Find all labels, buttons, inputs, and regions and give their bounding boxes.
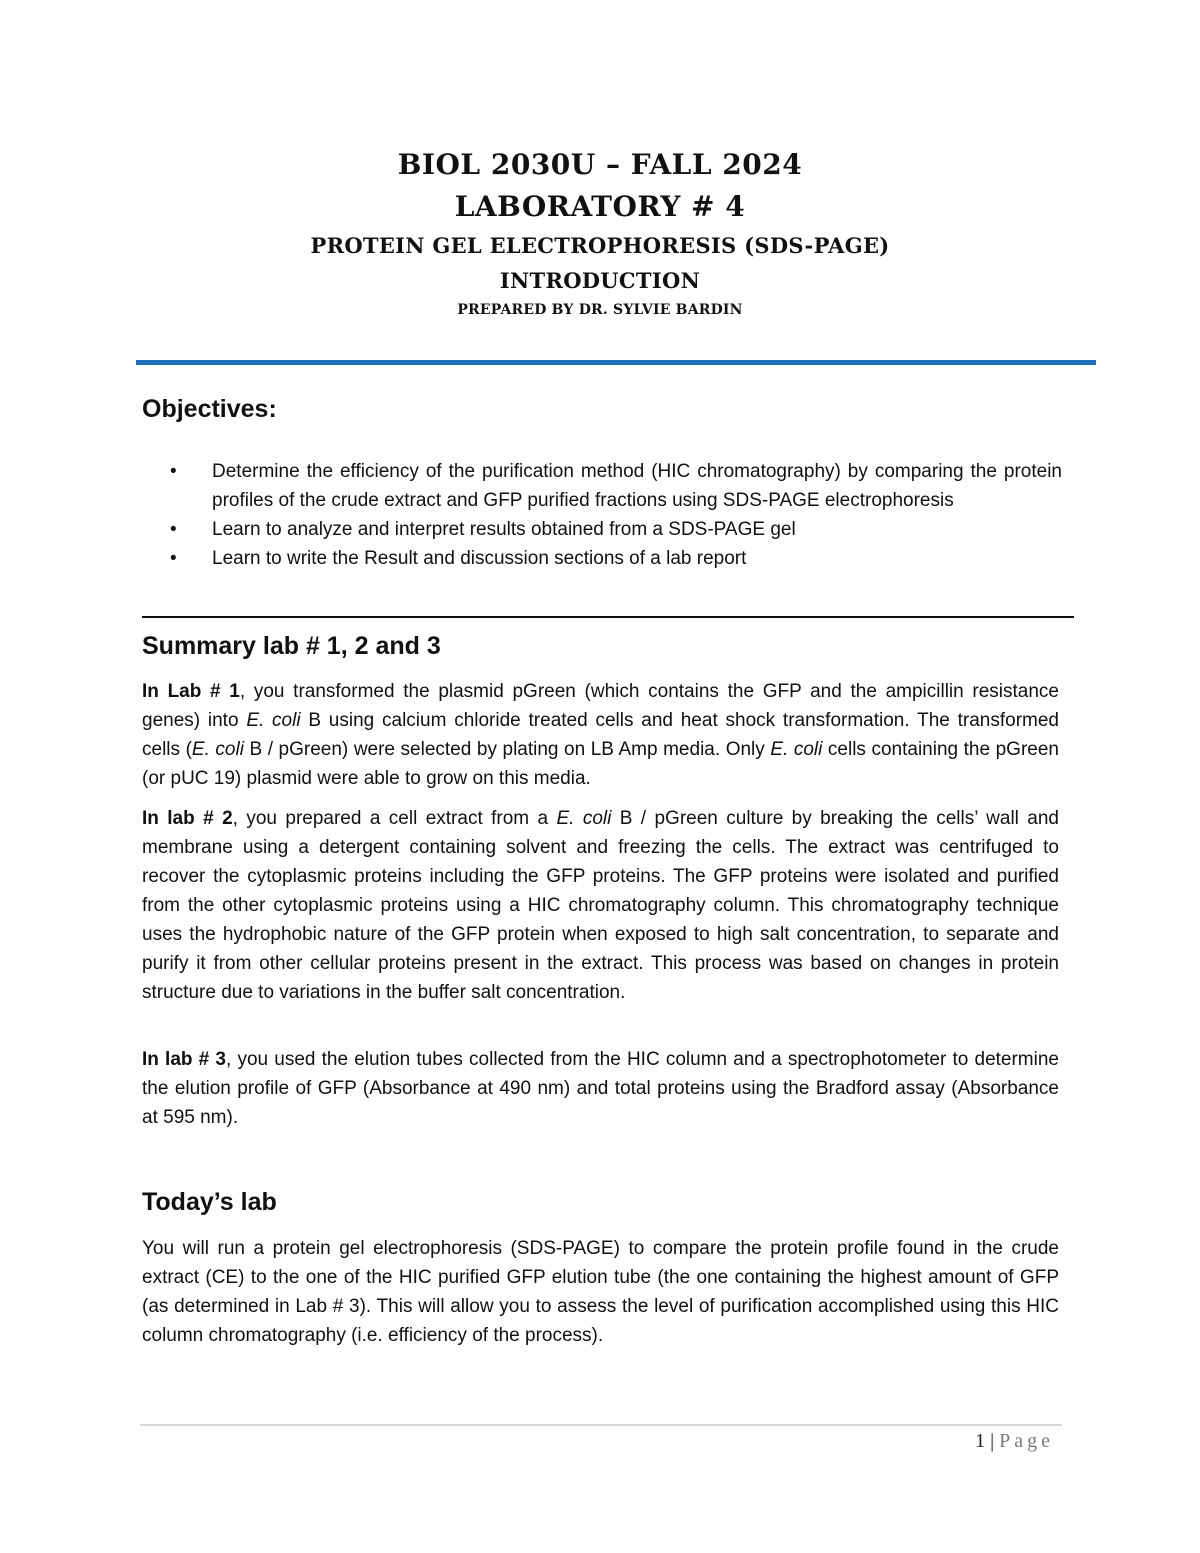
todays-lab-heading: Today’s lab — [142, 1188, 277, 1216]
bullet-icon: • — [170, 548, 177, 569]
bullet-icon: • — [170, 461, 177, 482]
page-number: 1 — [975, 1430, 986, 1452]
objective-text: Learn to analyze and interpret results obtained from a SDS-PAGE gel — [212, 519, 796, 540]
footer-separator: | — [985, 1430, 1000, 1452]
lab1-paragraph: In Lab # 1, you transformed the plasmid pGreen (which contains the GFP and the ampicillin resistance genes) into E. coli B using calcium chloride treated cells and heat shock transformation. The transformed cells (E. coli B / pGreen) were selected by plating on LB Amp media. Only E. coli cells containing the pGreen (or pUC 19) plasmid were able to grow on this media. — [142, 681, 1060, 789]
header-divider — [136, 360, 1096, 365]
paragraph-lead: In lab # 2 — [142, 808, 233, 829]
bullet-icon: • — [170, 519, 177, 540]
summary-heading: Summary lab # 1, 2 and 3 — [142, 632, 441, 660]
paragraph-lead: In lab # 3 — [142, 1049, 226, 1070]
objectives-list — [142, 457, 1062, 573]
footer-divider — [140, 1424, 1062, 1426]
list-item — [142, 457, 1062, 515]
lab-number: LABORATORY # 4 — [454, 190, 746, 223]
page-footer — [900, 1430, 1054, 1453]
list-item — [142, 544, 1062, 573]
page-label: Page — [999, 1430, 1054, 1452]
prepared-by: PREPARED BY DR. SYLVIE BARDIN — [457, 302, 743, 318]
list-item — [142, 515, 1062, 544]
lab-topic: PROTEIN GEL ELECTROPHORESIS (SDS-PAGE) — [310, 233, 890, 258]
objective-text: Determine the efficiency of the purification method (HIC chromatography) by comparing the protein profiles of the crude extract and GFP purified fractions using SDS-PAGE electrophoresis — [212, 461, 1062, 511]
course-title: BIOL 2030U – FALL 2024 — [397, 148, 803, 181]
intro-heading: INTRODUCTION — [499, 268, 701, 293]
lab2-paragraph: In lab # 2, you prepared a cell extract from a E. coli B / pGreen culture by breaking the cells’ wall and membrane using a detergent containing solvent and freezing the cells. The extract was centrifuged to recover the cytoplasmic proteins including the GFP proteins. The GFP proteins were isolated and purified from the other cytoplasmic proteins using a HIC chromatography column. This chromatography technique uses the hydrophobic nature of the GFP protein when exposed to high salt concentration, to separate and purify it from other cellular proteins present in the extract. This process was based on changes in protein structure due to variations in the buffer salt concentration. — [142, 808, 1059, 1003]
section-divider — [142, 616, 1074, 618]
objectives-heading: Objectives: — [142, 395, 277, 423]
lab3-paragraph: In lab # 3, you used the elution tubes collected from the HIC column and a spectrophotometer to determine the elution profile of GFP (Absorbance at 490 nm) and total proteins using the Bradford assay (Absorbance at 595 nm). — [142, 1049, 1059, 1128]
todays-lab-paragraph: You will run a protein gel electrophoresis (SDS-PAGE) to compare the protein profile found in the crude extract (CE) to the one of the HIC purified GFP elution tube (the one containing the highest amount of GFP (as determined in Lab # 3). This will allow you to assess the level of purification accomplished using this HIC column chromatography (i.e. efficiency of the process). — [142, 1238, 1059, 1346]
paragraph-lead: In Lab # 1 — [142, 681, 240, 702]
objective-text: Learn to write the Result and discussion sections of a lab report — [212, 548, 747, 569]
